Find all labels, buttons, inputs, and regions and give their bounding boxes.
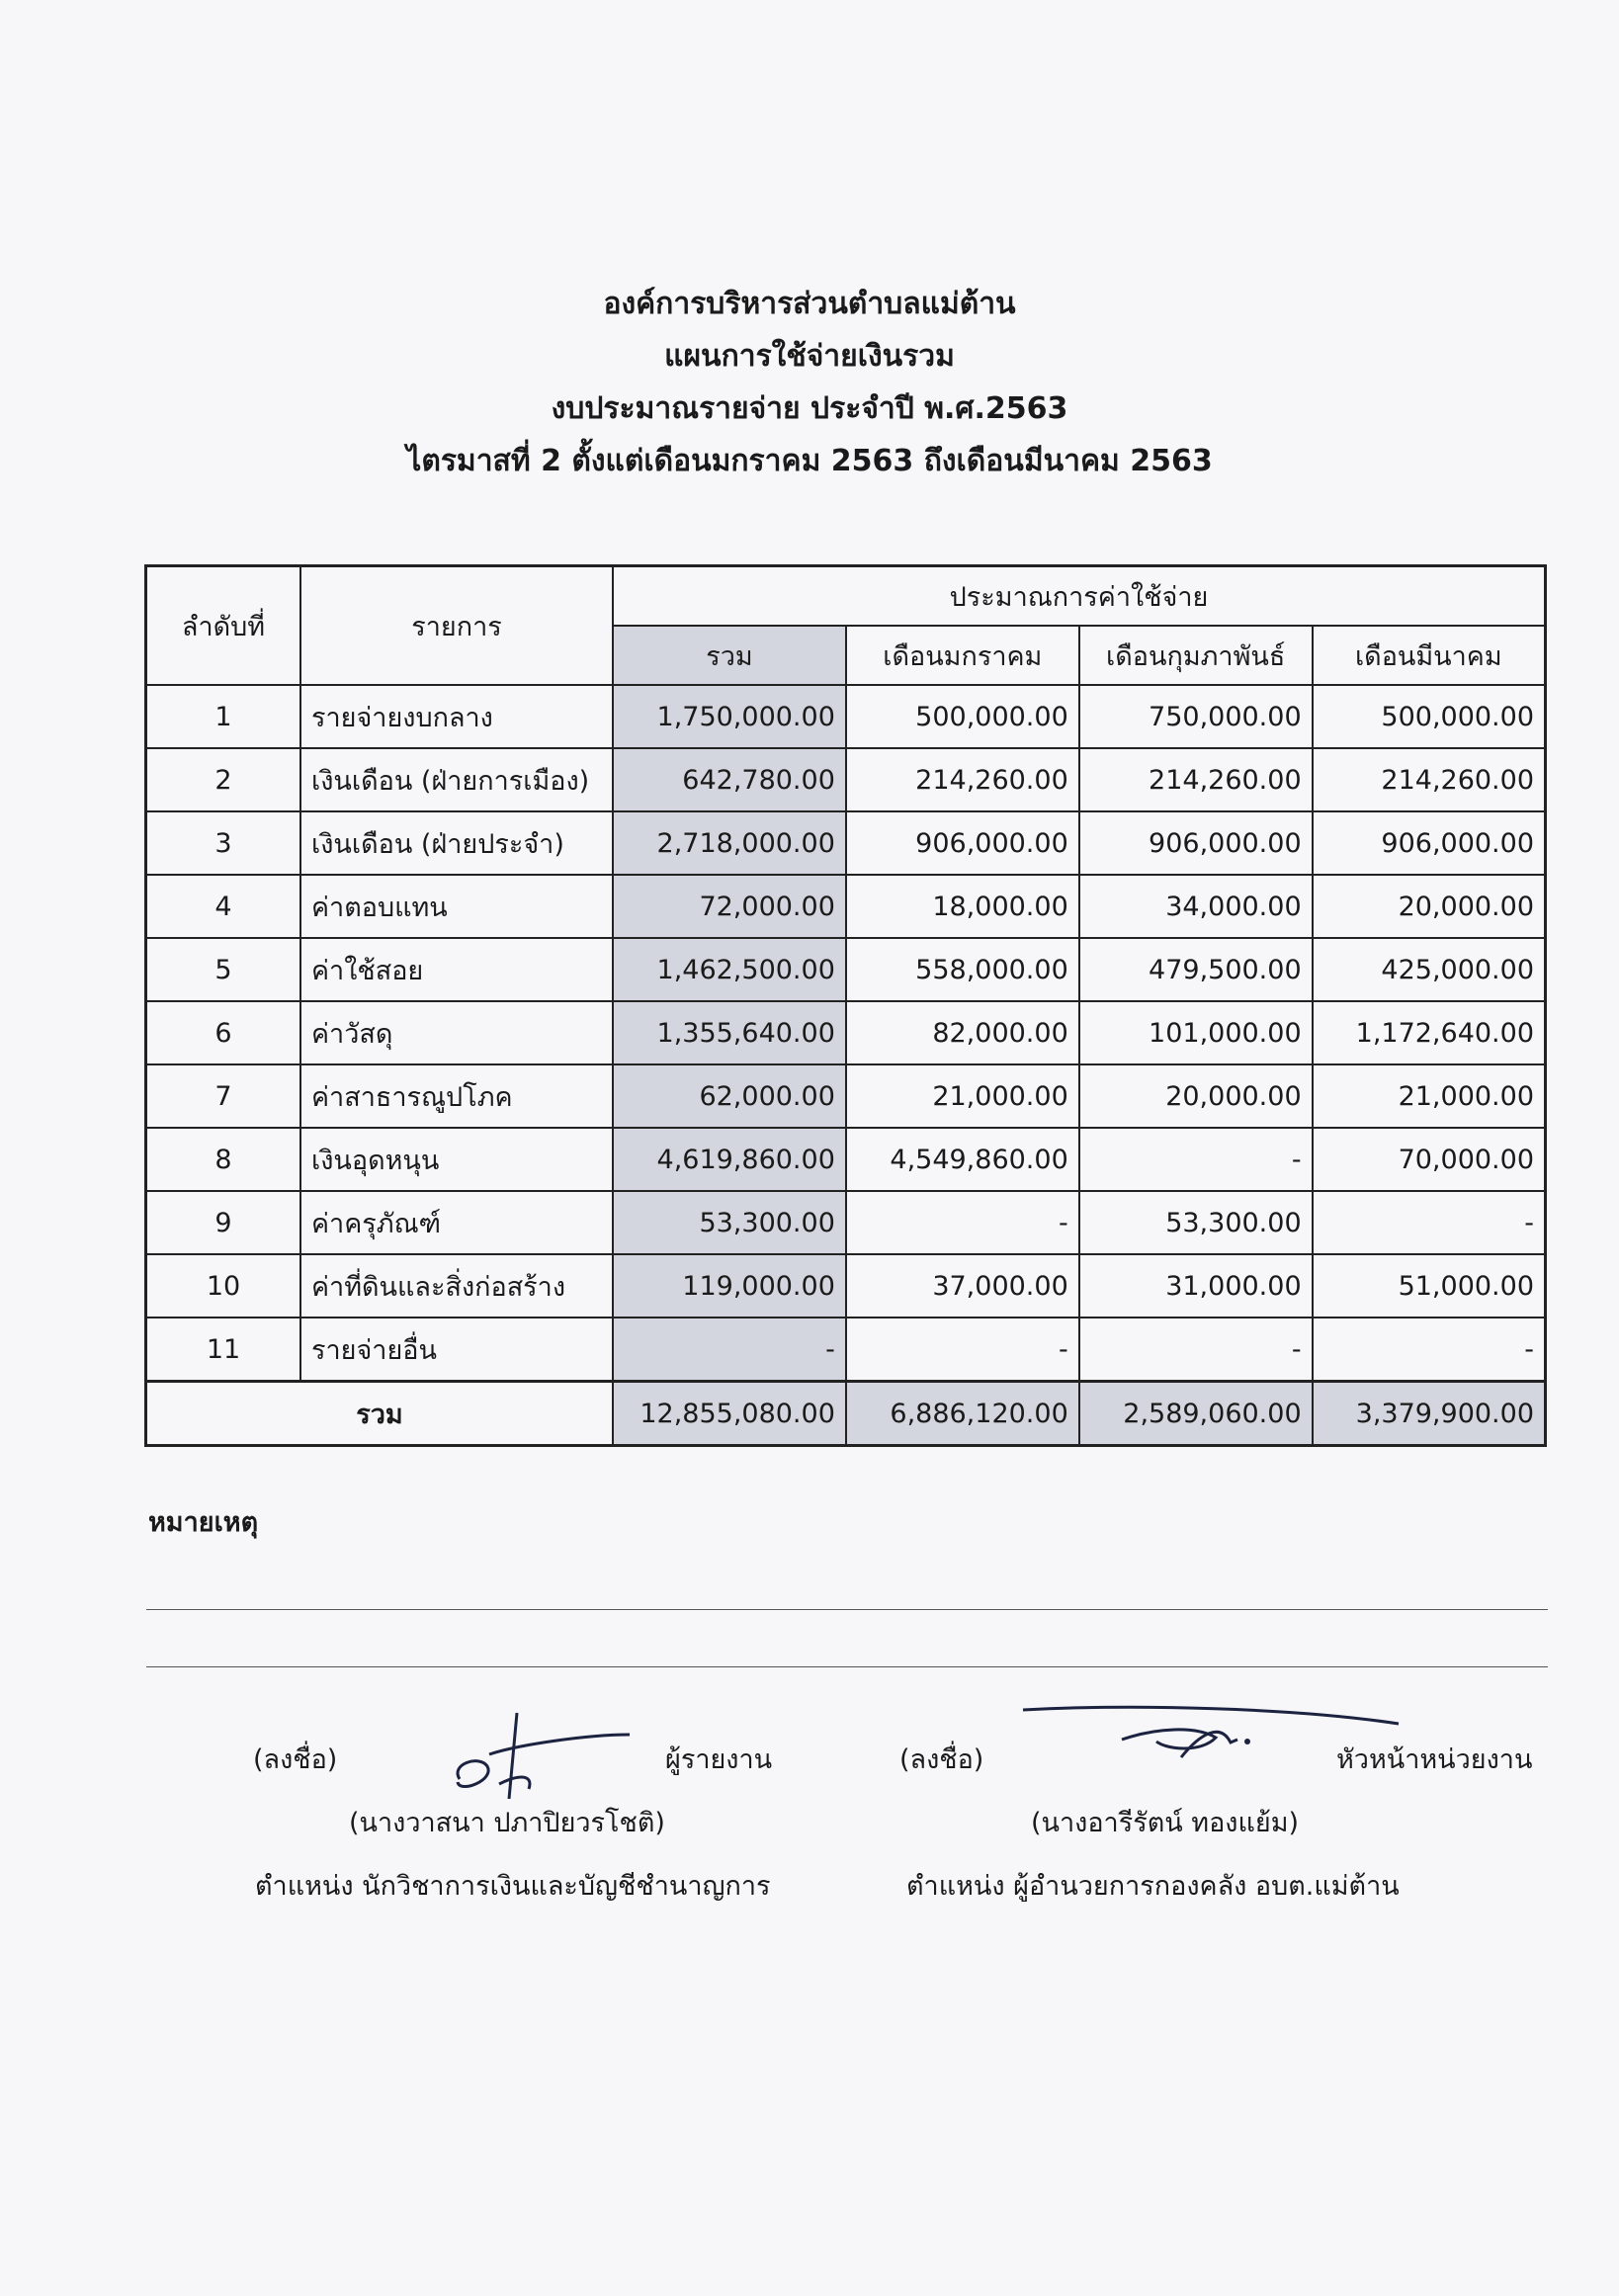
row-no: 1 (146, 685, 301, 748)
row-item: เงินเดือน (ฝ่ายการเมือง) (300, 748, 613, 811)
column-group-header: ประมาณการค่าใช้จ่าย (613, 566, 1546, 627)
table-row (146, 1128, 1546, 1191)
column-header-item: รายการ (300, 566, 613, 686)
row-total: - (613, 1318, 846, 1382)
row-no: 11 (146, 1318, 301, 1382)
row-feb: - (1079, 1128, 1313, 1191)
row-item: รายจ่ายอื่น (300, 1318, 613, 1382)
row-jan: 558,000.00 (846, 938, 1079, 1001)
row-feb: 906,000.00 (1079, 811, 1313, 875)
right-sign-role: หัวหน้าหน่วยงาน (1336, 1744, 1533, 1775)
row-no: 3 (146, 811, 301, 875)
row-total: 1,462,500.00 (613, 938, 846, 1001)
row-mar: 906,000.00 (1313, 811, 1546, 875)
row-no: 7 (146, 1064, 301, 1128)
total-mar: 3,379,900.00 (1313, 1382, 1546, 1446)
row-item: ค่าวัสดุ (300, 1001, 613, 1064)
row-no: 8 (146, 1128, 301, 1191)
row-mar: - (1313, 1191, 1546, 1254)
table-row (146, 1318, 1546, 1382)
left-sign-position: ตำแหน่ง นักวิชาการเงินและบัญชีชำนาญการ (255, 1871, 771, 1902)
row-feb: 34,000.00 (1079, 875, 1313, 938)
row-mar: 51,000.00 (1313, 1254, 1546, 1318)
row-feb: 31,000.00 (1079, 1254, 1313, 1318)
row-jan: 82,000.00 (846, 1001, 1079, 1064)
row-mar: 1,172,640.00 (1313, 1001, 1546, 1064)
column-header-no: ลำดับที่ (146, 566, 301, 686)
plan-title: แผนการใช้จ่ายเงินรวม (664, 339, 955, 374)
row-jan: 21,000.00 (846, 1064, 1079, 1128)
row-jan: - (846, 1318, 1079, 1382)
column-header-mar: เดือนมีนาคม (1313, 626, 1546, 685)
remarks-label: หมายเหตุ (148, 1507, 259, 1538)
row-mar: 214,260.00 (1313, 748, 1546, 811)
row-mar: 70,000.00 (1313, 1128, 1546, 1191)
table-row (146, 875, 1546, 938)
table-row (146, 1191, 1546, 1254)
table-row (146, 1064, 1546, 1128)
total-feb: 2,589,060.00 (1079, 1382, 1313, 1446)
row-total: 119,000.00 (613, 1254, 846, 1318)
remarks-line (146, 1666, 1548, 1667)
row-item: ค่าใช้สอย (300, 938, 613, 1001)
row-feb: 214,260.00 (1079, 748, 1313, 811)
budget-year-title: งบประมาณรายจ่าย ประจำปี พ.ศ.2563 (551, 391, 1068, 426)
table-row (146, 748, 1546, 811)
row-total: 1,355,640.00 (613, 1001, 846, 1064)
table-row (146, 938, 1546, 1001)
row-jan: - (846, 1191, 1079, 1254)
row-no: 5 (146, 938, 301, 1001)
left-signature-image (440, 1705, 667, 1804)
total-sum: 12,855,080.00 (613, 1382, 846, 1446)
total-label: รวม (146, 1382, 614, 1446)
row-mar: 425,000.00 (1313, 938, 1546, 1001)
right-sign-name: (นางอารีรัตน์ ทองแย้ม) (1031, 1808, 1300, 1838)
row-jan: 906,000.00 (846, 811, 1079, 875)
row-item: ค่าตอบแทน (300, 875, 613, 938)
row-feb: 20,000.00 (1079, 1064, 1313, 1128)
row-no: 10 (146, 1254, 301, 1318)
right-sign-position: ตำแหน่ง ผู้อำนวยการกองคลัง อบต.แม่ต้าน (906, 1871, 1400, 1902)
row-total: 62,000.00 (613, 1064, 846, 1128)
quarter-title: ไตรมาสที่ 2 ตั้งแต่เดือนมกราคม 2563 ถึงเดือนมีนาคม 2563 (406, 444, 1213, 478)
row-feb: 479,500.00 (1079, 938, 1313, 1001)
table-total-row (146, 1382, 1546, 1446)
left-sign-label: (ลงชื่อ) (253, 1744, 338, 1775)
budget-table (144, 564, 1547, 1447)
left-sign-role: ผู้รายงาน (665, 1744, 773, 1775)
row-mar: - (1313, 1318, 1546, 1382)
column-header-total: รวม (613, 626, 846, 685)
row-item: เงินเดือน (ฝ่ายประจำ) (300, 811, 613, 875)
left-sign-name: (นางวาสนา ปภาปิยวรโชติ) (349, 1808, 665, 1838)
table-row (146, 1254, 1546, 1318)
row-item: ค่าครุภัณฑ์ (300, 1191, 613, 1254)
row-jan: 4,549,860.00 (846, 1128, 1079, 1191)
row-jan: 214,260.00 (846, 748, 1079, 811)
document-header (0, 285, 1619, 494)
row-total: 72,000.00 (613, 875, 846, 938)
right-sign-label: (ลงชื่อ) (899, 1744, 984, 1775)
table-row (146, 811, 1546, 875)
total-jan: 6,886,120.00 (846, 1382, 1079, 1446)
row-total: 4,619,860.00 (613, 1128, 846, 1191)
row-jan: 500,000.00 (846, 685, 1079, 748)
row-total: 1,750,000.00 (613, 685, 846, 748)
column-header-feb: เดือนกุมภาพันธ์ (1079, 626, 1313, 685)
row-item: เงินอุดหนุน (300, 1128, 613, 1191)
row-jan: 37,000.00 (846, 1254, 1079, 1318)
row-no: 2 (146, 748, 301, 811)
row-mar: 21,000.00 (1313, 1064, 1546, 1128)
table-row (146, 685, 1546, 748)
row-feb: 101,000.00 (1079, 1001, 1313, 1064)
table-row (146, 1001, 1546, 1064)
row-total: 53,300.00 (613, 1191, 846, 1254)
row-item: ค่าที่ดินและสิ่งก่อสร้าง (300, 1254, 613, 1318)
row-mar: 20,000.00 (1313, 875, 1546, 938)
row-total: 2,718,000.00 (613, 811, 846, 875)
remarks-line (146, 1609, 1548, 1610)
row-feb: 750,000.00 (1079, 685, 1313, 748)
row-feb: 53,300.00 (1079, 1191, 1313, 1254)
row-jan: 18,000.00 (846, 875, 1079, 938)
row-total: 642,780.00 (613, 748, 846, 811)
row-feb: - (1079, 1318, 1313, 1382)
row-item: ค่าสาธารณูปโภค (300, 1064, 613, 1128)
row-no: 9 (146, 1191, 301, 1254)
row-no: 4 (146, 875, 301, 938)
row-no: 6 (146, 1001, 301, 1064)
row-mar: 500,000.00 (1313, 685, 1546, 748)
organization-title: องค์การบริหารส่วนตำบลแม่ต้าน (603, 287, 1016, 321)
row-item: รายจ่ายงบกลาง (300, 685, 613, 748)
column-header-jan: เดือนมกราคม (846, 626, 1079, 685)
